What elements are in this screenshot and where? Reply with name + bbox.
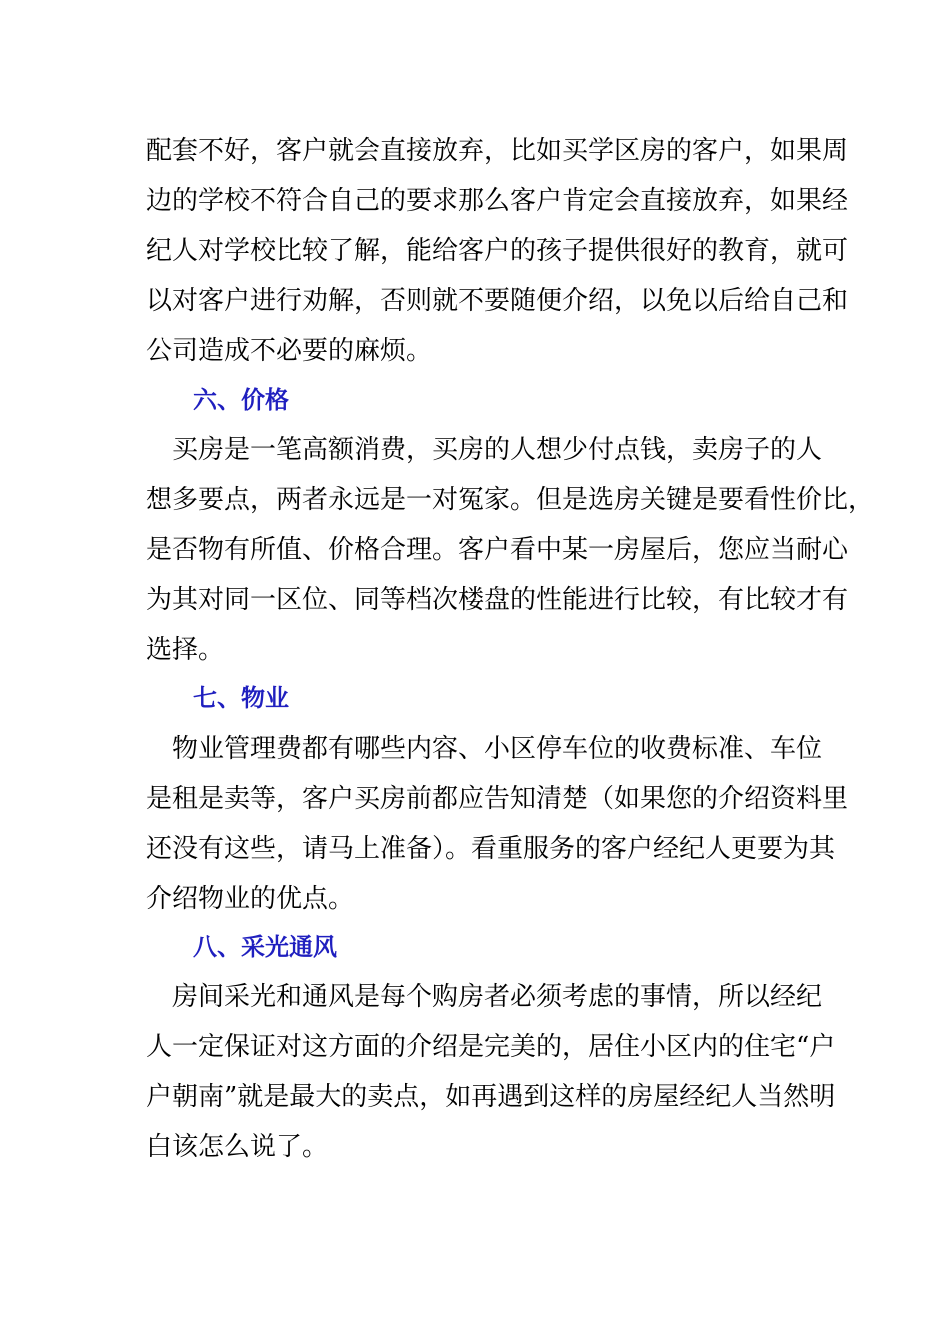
section-heading-lighting: 八、采光通风	[193, 932, 337, 961]
section-heading-property: 七、物业	[193, 683, 289, 712]
lighting-paragraph	[146, 972, 836, 1172]
paragraph-line: 配套不好，客户就会直接放弃，比如买学区房的客户，如果周	[146, 136, 849, 166]
paragraph-line: 介绍物业的优点。	[146, 884, 355, 914]
paragraph-line: 是否物有所值、价格合理。客户看中某一房屋后，您应当耐心	[146, 535, 849, 565]
paragraph-line: 边的学校不符合自己的要求那么客户肯定会直接放弃，如果经	[146, 186, 849, 216]
paragraph-line: 以对客户进行劝解，否则就不要随便介绍，以免以后给自己和	[146, 286, 849, 316]
paragraph-line: 纪人对学校比较了解，能给客户的孩子提供很好的教育，就可	[146, 236, 849, 266]
paragraph-line: 房间采光和通风是每个购房者必须考虑的事情，所以经纪	[146, 982, 823, 1012]
price-paragraph	[146, 425, 875, 675]
paragraph-line: 为其对同一区位、同等档次楼盘的性能进行比较，有比较才有	[146, 585, 849, 615]
paragraph-line: 物业管理费都有哪些内容、小区停车位的收费标准、车位	[146, 734, 823, 764]
paragraph-line: 是租是卖等，客户买房前都应告知清楚（如果您的介绍资料里	[146, 784, 849, 814]
property-paragraph	[146, 724, 849, 924]
paragraph-line: 户朝南”就是最大的卖点，如再遇到这样的房屋经纪人当然明	[146, 1082, 836, 1112]
paragraph-line: 想多要点，两者永远是一对冤家。但是选房关键是要看性价比，	[146, 485, 875, 515]
paragraph-line: 公司造成不必要的麻烦。	[146, 336, 433, 366]
paragraph-line: 还没有这些，请马上准备）。看重服务的客户经纪人更要为其	[146, 834, 836, 864]
paragraph-line: 选择。	[146, 635, 225, 665]
intro-paragraph	[146, 126, 849, 376]
paragraph-line: 白该怎么说了。	[146, 1132, 329, 1162]
paragraph-line: 买房是一笔高额消费，买房的人想少付点钱，卖房子的人	[146, 435, 823, 465]
paragraph-line: 人一定保证对这方面的介绍是完美的，居住小区内的住宅“户	[146, 1032, 836, 1062]
section-heading-price: 六、价格	[193, 385, 289, 414]
